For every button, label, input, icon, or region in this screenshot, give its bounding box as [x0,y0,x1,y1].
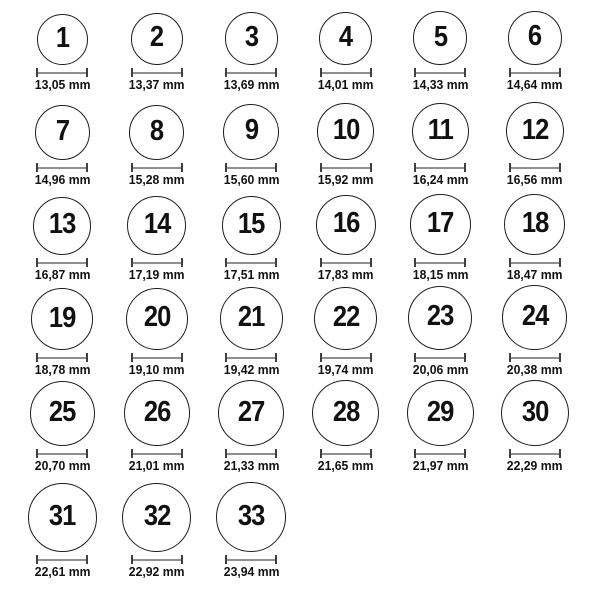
diameter-label: 17,51 mm [223,267,280,282]
measure-tick-right-icon [86,68,88,77]
measure-bar [416,72,464,74]
ring-size-cell [299,0,394,95]
measure-tick-right-icon [181,449,183,458]
ring-size-number: 5 [433,20,447,53]
measure-bar [511,357,559,359]
ring-size-number: 7 [55,115,69,148]
measure-bar [133,453,181,455]
measure-tick-right-icon [275,258,277,267]
ring-size-cell [488,95,583,190]
diameter-label: 21,01 mm [128,458,185,473]
ring-size-cell [393,190,488,285]
diameter-label: 21,65 mm [317,458,374,473]
ring-circle [124,380,190,446]
ring-size-cell [488,0,583,95]
ring-circle [222,196,281,255]
ring-size-cell [488,190,583,285]
measure-bar [322,357,370,359]
measure-bar [227,559,275,561]
measure-tick-right-icon [370,68,372,77]
ring-size-cell [488,285,583,380]
measure-bar [416,453,464,455]
ring-size-cell [393,0,488,95]
ring-size-number: 2 [150,21,164,54]
measure-tick-right-icon [370,449,372,458]
diameter-label: 14,96 mm [34,172,91,187]
ring-circle [127,196,186,255]
measure-bar [322,167,370,169]
diameter-measure-line [509,353,561,362]
ring-size-number: 10 [332,114,360,147]
diameter-label: 18,47 mm [506,267,563,282]
diameter-label: 19,42 mm [223,362,280,377]
ring-size-number: 25 [48,395,76,428]
diameter-label: 15,60 mm [223,172,280,187]
ring-circle [129,105,184,160]
ring-size-cell [299,190,394,285]
ring-circle [412,103,469,160]
ring-size-cell [393,95,488,190]
ring-circle [319,12,372,65]
diameter-measure-line [414,258,466,267]
diameter-measure-line [320,68,372,77]
ring-circle [35,105,90,160]
diameter-label: 16,87 mm [34,267,91,282]
diameter-label: 18,78 mm [34,362,91,377]
diameter-measure-line [225,449,277,458]
ring-circle [33,197,91,255]
ring-circle [218,380,284,446]
measure-tick-right-icon [559,68,561,77]
ring-circle [225,12,278,65]
measure-bar [416,167,464,169]
diameter-measure-line [36,449,88,458]
ring-size-cell [15,285,110,380]
ring-size-number: 4 [339,20,353,53]
ring-size-cell [299,285,394,380]
diameter-label: 17,19 mm [128,267,185,282]
ring-circle [407,380,474,446]
diameter-measure-line [131,555,183,564]
diameter-label: 16,24 mm [412,172,469,187]
ring-circle [31,288,93,350]
measure-tick-right-icon [559,353,561,362]
measure-bar [133,262,181,264]
diameter-measure-line [131,353,183,362]
measure-bar [416,262,464,264]
ring-size-number: 32 [143,499,171,532]
ring-size-number: 22 [332,300,360,333]
diameter-label: 22,61 mm [34,564,91,579]
ring-size-cell [488,380,583,476]
measure-bar [227,167,275,169]
diameter-label: 21,97 mm [412,458,469,473]
ring-circle [131,13,183,65]
diameter-measure-line [414,68,466,77]
ring-size-cell [299,380,394,476]
ring-size-cell [15,95,110,190]
ring-size-cell [110,285,205,380]
ring-size-number: 31 [48,500,76,533]
ring-size-cell [299,95,394,190]
diameter-measure-line [36,555,88,564]
ring-size-number: 12 [521,113,549,146]
ring-circle [122,483,191,552]
ring-size-cell [204,95,299,190]
ring-size-number: 30 [521,395,549,428]
measure-tick-right-icon [86,258,88,267]
ring-circle [314,287,377,350]
ring-size-cell [110,476,205,600]
ring-size-cell [204,190,299,285]
ring-circle [216,482,286,552]
measure-bar [38,453,86,455]
ring-size-cell [15,0,110,95]
measure-tick-right-icon [464,258,466,267]
diameter-measure-line [320,449,372,458]
ring-size-number: 11 [427,113,453,146]
measure-tick-right-icon [464,68,466,77]
ring-size-number: 15 [237,207,265,240]
diameter-measure-line [131,258,183,267]
ring-circle [502,285,567,350]
measure-bar [511,72,559,74]
measure-bar [322,72,370,74]
measure-tick-right-icon [275,353,277,362]
measure-tick-right-icon [181,163,183,172]
measure-tick-right-icon [86,163,88,172]
diameter-label: 18,15 mm [412,267,469,282]
diameter-measure-line [36,68,88,77]
diameter-measure-line [509,68,561,77]
measure-tick-right-icon [464,449,466,458]
diameter-measure-line [225,353,277,362]
diameter-measure-line [225,163,277,172]
diameter-measure-line [36,258,88,267]
ring-size-cell [110,0,205,95]
measure-tick-right-icon [559,449,561,458]
measure-tick-right-icon [370,258,372,267]
diameter-label: 22,29 mm [506,458,563,473]
measure-bar [227,453,275,455]
diameter-measure-line [320,258,372,267]
measure-tick-right-icon [370,353,372,362]
ring-size-cell [204,0,299,95]
ring-size-cell [110,190,205,285]
diameter-label: 15,92 mm [317,172,374,187]
ring-circle [220,287,283,350]
ring-circle [312,380,379,446]
measure-bar [322,262,370,264]
ring-circle [410,194,471,255]
diameter-measure-line [509,163,561,172]
ring-size-number: 6 [528,20,542,53]
measure-tick-right-icon [181,68,183,77]
measure-tick-right-icon [181,555,183,564]
ring-size-cell [393,380,488,476]
diameter-measure-line [36,163,88,172]
diameter-measure-line [131,68,183,77]
ring-size-cell [15,476,110,600]
measure-bar [38,72,86,74]
ring-size-number: 1 [55,21,69,54]
measure-bar [227,262,275,264]
measure-bar [511,262,559,264]
measure-tick-right-icon [464,163,466,172]
ring-size-number: 13 [48,208,76,241]
ring-circle [504,194,565,255]
ring-size-number: 14 [143,208,171,241]
ring-size-cell [110,380,205,476]
diameter-measure-line [131,163,183,172]
measure-bar [38,262,86,264]
diameter-measure-line [414,449,466,458]
diameter-label: 13,05 mm [34,77,91,92]
ring-circle [223,104,279,160]
diameter-label: 20,70 mm [34,458,91,473]
ring-size-number: 23 [426,300,454,333]
diameter-measure-line [320,163,372,172]
ring-size-cell [110,95,205,190]
ring-circle [126,288,188,350]
ring-size-cell [204,380,299,476]
ring-circle [30,381,95,446]
measure-bar [322,453,370,455]
diameter-measure-line [509,258,561,267]
ring-circle [506,102,564,160]
measure-tick-right-icon [275,555,277,564]
ring-circle [316,195,376,255]
measure-tick-right-icon [464,353,466,362]
diameter-measure-line [509,449,561,458]
diameter-measure-line [225,555,277,564]
ring-circle [508,11,562,65]
measure-bar [133,357,181,359]
ring-size-number: 33 [237,499,265,532]
ring-size-number: 21 [237,301,265,334]
diameter-measure-line [414,353,466,362]
diameter-measure-line [131,449,183,458]
measure-tick-right-icon [181,353,183,362]
measure-bar [38,167,86,169]
diameter-measure-line [36,353,88,362]
ring-circle [413,11,467,65]
ring-size-cell [15,190,110,285]
ring-size-number: 16 [332,207,360,240]
ring-size-number: 17 [426,207,454,240]
ring-circle [28,483,97,552]
ring-circle [501,380,569,446]
measure-tick-right-icon [86,353,88,362]
measure-tick-right-icon [370,163,372,172]
ring-size-number: 27 [237,395,265,428]
ring-size-number: 26 [143,395,171,428]
diameter-measure-line [225,68,277,77]
diameter-label: 14,64 mm [506,77,563,92]
ring-size-number: 8 [150,114,164,147]
diameter-label: 17,83 mm [317,267,374,282]
ring-size-number: 24 [521,300,549,333]
diameter-label: 15,28 mm [128,172,185,187]
measure-bar [511,453,559,455]
measure-tick-right-icon [275,449,277,458]
diameter-label: 20,06 mm [412,362,469,377]
diameter-label: 21,33 mm [223,458,280,473]
ring-size-number: 19 [48,301,76,334]
measure-tick-right-icon [86,449,88,458]
diameter-measure-line [320,353,372,362]
diameter-label: 16,56 mm [506,172,563,187]
measure-tick-right-icon [181,258,183,267]
measure-bar [38,559,86,561]
diameter-label: 13,37 mm [128,77,185,92]
measure-bar [133,72,181,74]
ring-size-cell [204,476,299,600]
ring-size-cell [204,285,299,380]
diameter-label: 13,69 mm [223,77,280,92]
ring-size-number: 18 [521,206,549,239]
ring-size-number: 9 [244,114,258,147]
measure-tick-right-icon [275,68,277,77]
measure-tick-right-icon [559,163,561,172]
measure-bar [38,357,86,359]
ring-size-number: 20 [143,301,171,334]
measure-tick-right-icon [559,258,561,267]
ring-circle [37,14,89,66]
diameter-label: 14,33 mm [412,77,469,92]
diameter-label: 19,10 mm [128,362,185,377]
diameter-measure-line [225,258,277,267]
diameter-label: 23,94 mm [223,564,280,579]
diameter-label: 20,38 mm [506,362,563,377]
ring-size-number: 29 [426,395,454,428]
measure-bar [416,357,464,359]
measure-bar [511,167,559,169]
measure-bar [133,559,181,561]
ring-size-cell [15,380,110,476]
diameter-label: 22,92 mm [128,564,185,579]
diameter-label: 19,74 mm [317,362,374,377]
diameter-label: 14,01 mm [317,77,374,92]
ring-size-number: 3 [244,21,258,54]
diameter-measure-line [414,163,466,172]
measure-bar [133,167,181,169]
ring-circle [317,103,374,160]
ring-size-number: 28 [332,395,360,428]
measure-bar [227,357,275,359]
ring-size-cell [393,285,488,380]
measure-tick-right-icon [86,555,88,564]
ring-circle [408,286,472,350]
measure-bar [227,72,275,74]
measure-tick-right-icon [275,163,277,172]
